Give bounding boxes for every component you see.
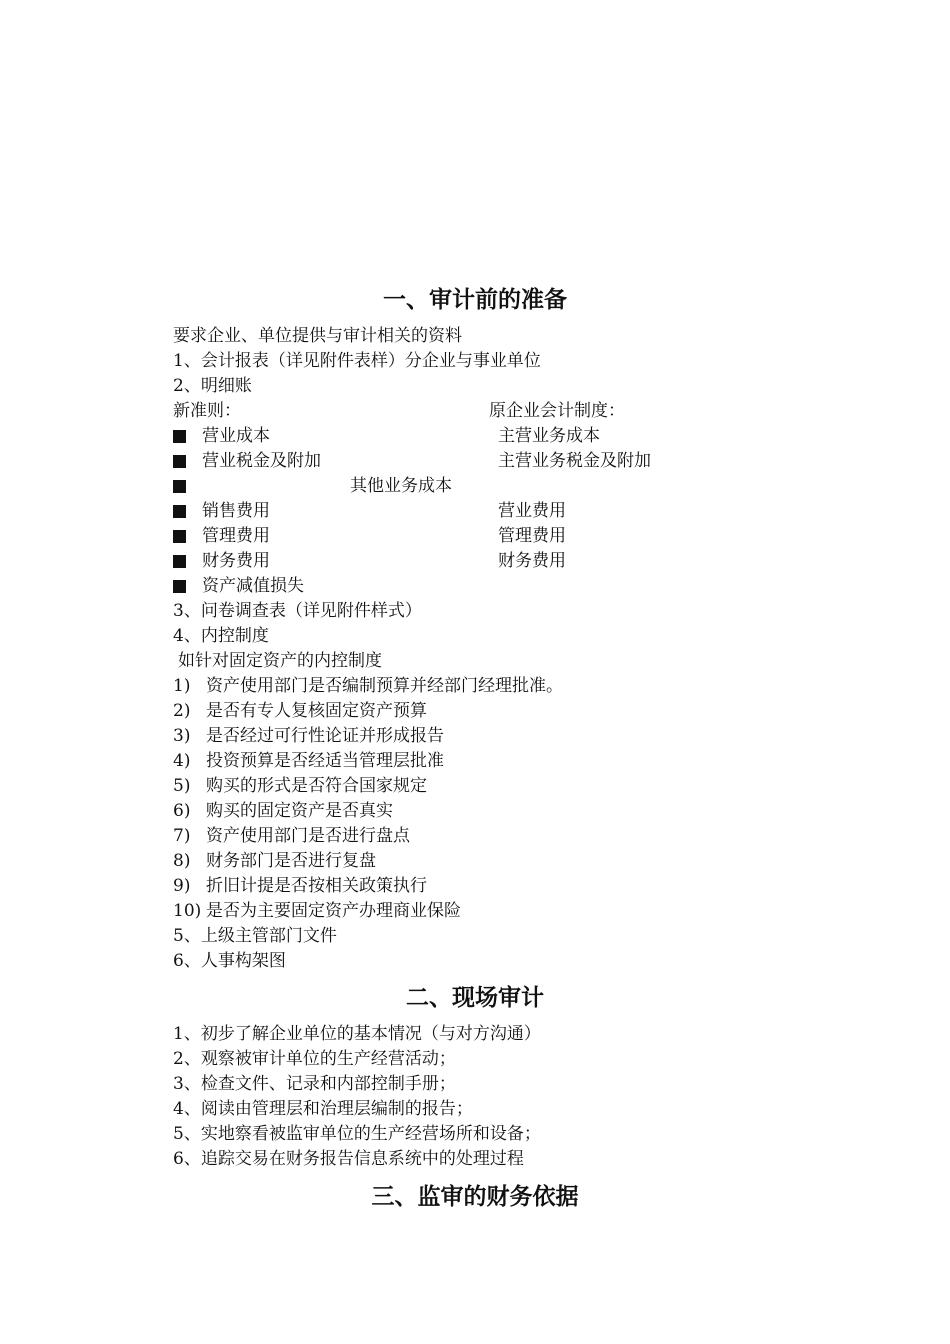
item-5-documents: 5、上级主管部门文件 <box>173 926 337 946</box>
onsite-item: 1、初步了解企业单位的基本情况（与对方沟通） <box>173 1024 541 1044</box>
old-system-label: 原企业会计制度： <box>489 401 625 421</box>
section-2-title: 二、现场审计 <box>406 985 544 1011</box>
square-bullet-icon <box>173 455 186 468</box>
square-bullet-icon <box>173 430 186 443</box>
onsite-item: 4、阅读由管理层和治理层编制的报告； <box>173 1099 473 1119</box>
item-2-ledger: 2、明细账 <box>173 376 252 396</box>
new-item: 营业税金及附加 <box>202 451 321 471</box>
control-intro: 如针对固定资产的内控制度 <box>178 651 382 671</box>
onsite-item: 2、观察被审计单位的生产经营活动； <box>173 1049 456 1069</box>
control-item: 7) 资产使用部门是否进行盘点 <box>173 826 410 846</box>
square-bullet-icon <box>173 480 186 493</box>
square-bullet-icon <box>173 580 186 593</box>
square-bullet-icon <box>173 530 186 543</box>
section-3-title: 三、监审的财务依据 <box>371 1184 579 1210</box>
control-item: 5) 购买的形式是否符合国家规定 <box>173 776 427 796</box>
control-item: 3) 是否经过可行性论证并形成报告 <box>173 726 444 746</box>
control-item: 6) 购买的固定资产是否真实 <box>173 801 393 821</box>
new-item: 销售费用 <box>202 501 270 521</box>
control-item: 1) 资产使用部门是否编制预算并经部门经理批准。 <box>173 676 563 696</box>
section-1-intro: 要求企业、单位提供与审计相关的资料 <box>173 326 462 346</box>
control-item: 8) 财务部门是否进行复盘 <box>173 851 376 871</box>
new-standard-label: 新准则： <box>173 401 241 421</box>
old-item: 财务费用 <box>498 551 566 571</box>
old-item: 主营业务成本 <box>498 426 600 446</box>
control-item: 10) 是否为主要固定资产办理商业保险 <box>173 901 461 921</box>
old-item: 营业费用 <box>498 501 566 521</box>
old-item: 主营业务税金及附加 <box>498 451 651 471</box>
square-bullet-icon <box>173 555 186 568</box>
square-bullet-icon <box>173 505 186 518</box>
item-6-org-chart: 6、人事构架图 <box>173 951 286 971</box>
new-item: 营业成本 <box>202 426 270 446</box>
old-item: 其他业务成本 <box>350 476 452 496</box>
item-4-internal-control: 4、内控制度 <box>173 626 269 646</box>
item-1-reports: 1、会计报表（详见附件表样）分企业与事业单位 <box>173 351 541 371</box>
new-item: 资产减值损失 <box>202 576 304 596</box>
old-item: 管理费用 <box>498 526 566 546</box>
onsite-item: 3、检查文件、记录和内部控制手册； <box>173 1074 456 1094</box>
section-1-title: 一、审计前的准备 <box>383 287 567 313</box>
control-item: 4) 投资预算是否经适当管理层批准 <box>173 751 444 771</box>
item-3-questionnaire: 3、问卷调查表（详见附件样式） <box>173 601 422 621</box>
onsite-item: 6、追踪交易在财务报告信息系统中的处理过程 <box>173 1149 524 1169</box>
new-item: 管理费用 <box>202 526 270 546</box>
control-item: 9) 折旧计提是否按相关政策执行 <box>173 876 427 896</box>
onsite-item: 5、实地察看被监审单位的生产经营场所和设备； <box>173 1124 541 1144</box>
new-item: 财务费用 <box>202 551 270 571</box>
control-item: 2) 是否有专人复核固定资产预算 <box>173 701 427 721</box>
